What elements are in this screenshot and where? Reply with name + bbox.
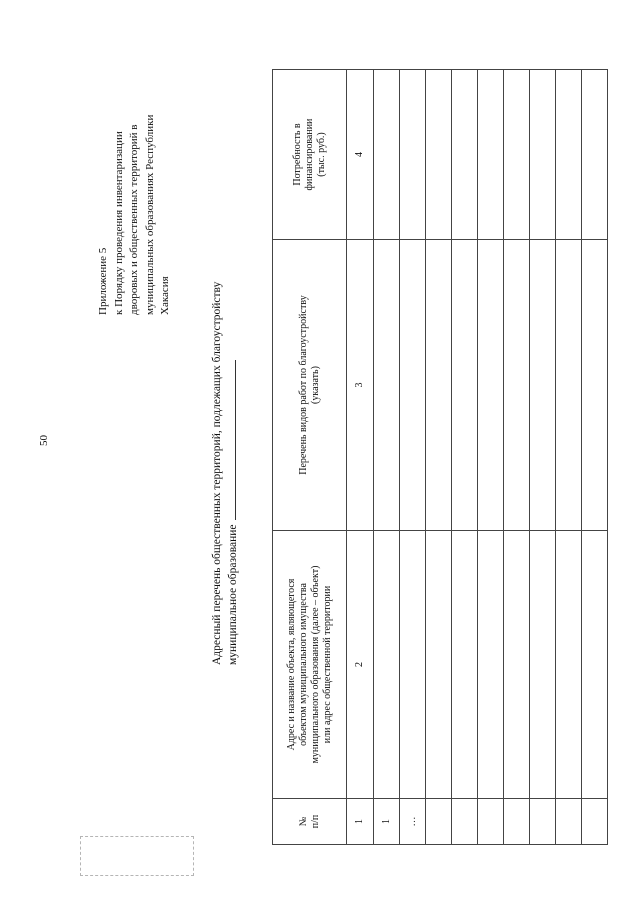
appendix-line: дворовых и общественных территорий в bbox=[128, 124, 140, 315]
table-row bbox=[452, 70, 478, 845]
table-cell bbox=[504, 240, 530, 531]
table-cell bbox=[504, 531, 530, 799]
appendix-line: Приложение 5 bbox=[97, 247, 109, 315]
table-cell bbox=[426, 240, 452, 531]
column-number: 3 bbox=[347, 240, 374, 531]
table-header-row bbox=[273, 70, 347, 845]
table-cell bbox=[400, 240, 426, 531]
table-cell bbox=[478, 240, 504, 531]
table-cell bbox=[556, 531, 582, 799]
table-cell bbox=[452, 240, 478, 531]
document-title bbox=[210, 165, 241, 725]
table-cell bbox=[374, 531, 400, 799]
table-cell bbox=[426, 799, 452, 845]
table-cell bbox=[452, 531, 478, 799]
table-cell bbox=[556, 799, 582, 845]
table-cell bbox=[426, 531, 452, 799]
table-row bbox=[504, 70, 530, 845]
table-cell bbox=[556, 240, 582, 531]
table-row bbox=[400, 70, 426, 845]
appendix-line: Хакасия bbox=[159, 276, 171, 315]
header-cell-address: Адрес и название объекта, являющегося объектом муниципального имущества муниципального образования (далее – объект) или адрес общественной территории bbox=[273, 531, 347, 799]
table-cell bbox=[582, 240, 608, 531]
appendix-line: муниципальных образованиях Республики bbox=[143, 114, 156, 315]
municipality-label: муниципальное образование bbox=[227, 524, 239, 665]
table-cell bbox=[504, 799, 530, 845]
table-cell bbox=[530, 799, 556, 845]
table-row bbox=[426, 70, 452, 845]
header-cell-number: № п/п bbox=[273, 799, 347, 845]
header-cell-funding: Потребность в финансировании (тыс. руб.) bbox=[273, 70, 347, 240]
table-cell bbox=[478, 799, 504, 845]
address-list-table bbox=[272, 69, 608, 845]
column-number: 2 bbox=[347, 531, 374, 799]
table-cell bbox=[530, 240, 556, 531]
table-cell bbox=[582, 531, 608, 799]
table-cell bbox=[374, 70, 400, 240]
column-number: 1 bbox=[347, 799, 374, 845]
table-cell: … bbox=[400, 799, 426, 845]
table-cell bbox=[504, 70, 530, 240]
table-cell: 1 bbox=[374, 799, 400, 845]
column-numbers-row bbox=[347, 70, 374, 845]
table-cell bbox=[400, 70, 426, 240]
table-cell bbox=[452, 70, 478, 240]
table-cell bbox=[374, 240, 400, 531]
table-cell bbox=[478, 531, 504, 799]
title-line: Адресный перечень общественных территорий, подлежащих благоустройству bbox=[211, 281, 223, 665]
table-cell bbox=[426, 70, 452, 240]
table-row bbox=[582, 70, 608, 845]
table-row bbox=[530, 70, 556, 845]
appendix-line: к Порядку проведения инвентаризации bbox=[112, 131, 125, 315]
header-cell-works: Перечень видов работ по благоустройству (указать) bbox=[273, 240, 347, 531]
appendix-block bbox=[96, 75, 174, 315]
table-cell bbox=[530, 70, 556, 240]
table-cell bbox=[530, 531, 556, 799]
municipality-line bbox=[225, 165, 241, 725]
table-cell bbox=[582, 799, 608, 845]
table-row bbox=[478, 70, 504, 845]
table-row bbox=[556, 70, 582, 845]
table-cell bbox=[556, 70, 582, 240]
table-cell bbox=[478, 70, 504, 240]
municipality-blank-field bbox=[225, 361, 236, 521]
table-cell bbox=[582, 70, 608, 240]
table-row bbox=[374, 70, 400, 845]
column-number: 4 bbox=[347, 70, 374, 240]
table-cell bbox=[400, 531, 426, 799]
faded-stamp bbox=[80, 836, 194, 876]
page-number: 50 bbox=[38, 435, 50, 446]
table-cell bbox=[452, 799, 478, 845]
